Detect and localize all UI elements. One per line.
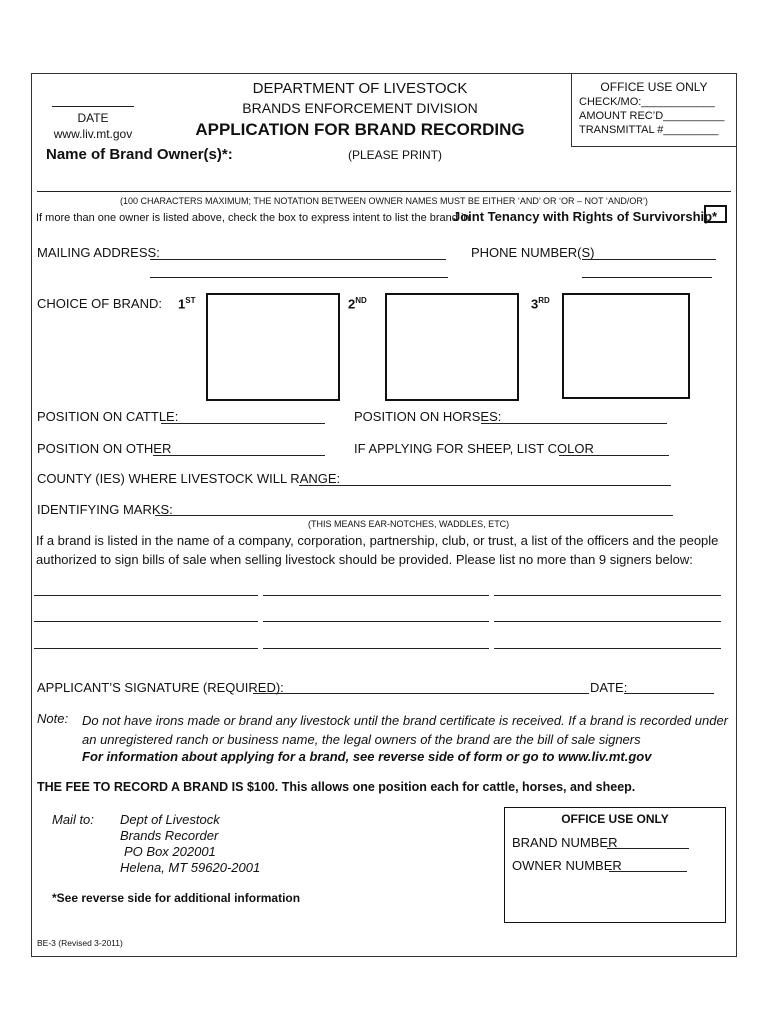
brand-number-label: BRAND NUMBER [512, 835, 618, 850]
mail-address-line-2: Brands Recorder [120, 828, 219, 843]
position-other-label: POSITION ON OTHER [37, 441, 172, 456]
mailing-address-label: MAILING ADDRESS: [37, 245, 160, 260]
division-title: BRANDS ENFORCEMENT DIVISION [242, 100, 478, 116]
phone-number-line-1[interactable] [582, 259, 716, 260]
mail-address-line-3: PO Box 202001 [124, 844, 216, 859]
position-other-line[interactable] [153, 455, 325, 456]
sheep-color-line[interactable] [559, 455, 669, 456]
signer-line-6[interactable] [494, 621, 721, 622]
phone-number-line-2[interactable] [582, 277, 712, 278]
signer-line-3[interactable] [494, 595, 721, 596]
mailing-address-line-2[interactable] [150, 277, 448, 278]
please-print-label: (PLEASE PRINT) [348, 148, 443, 162]
office-use-title: OFFICE USE ONLY [600, 80, 708, 94]
brand-choice-1-box[interactable] [206, 293, 340, 401]
form-revision-id: BE-3 (Revised 3-2011) [37, 938, 123, 948]
applicant-signature-label: APPLICANT’S SIGNATURE (REQUIRED): [37, 680, 284, 695]
form-title: APPLICATION FOR BRAND RECORDING [195, 120, 525, 139]
brand-choice-3-box[interactable] [562, 293, 690, 399]
county-line[interactable] [299, 485, 671, 486]
office-use-box-title: OFFICE USE ONLY [561, 812, 669, 826]
brand-choice-3-label: 3RD [531, 296, 550, 312]
signer-line-8[interactable] [263, 648, 489, 649]
position-horses-line[interactable] [481, 423, 667, 424]
joint-tenancy-label: Joint Tenancy with Rights of Survivorship* [453, 209, 718, 224]
fee-statement: THE FEE TO RECORD A BRAND IS $100. This allows one position each for cattle, horses, and sheep. [37, 780, 636, 794]
mail-address-line-4: Helena, MT 59620-2001 [120, 860, 261, 875]
owner-number-line [609, 871, 687, 872]
owner-name-line[interactable] [37, 191, 731, 192]
joint-tenancy-prefix: If more than one owner is listed above, check the box to express intent to list the brand in [36, 212, 470, 224]
signature-date-label: DATE: [590, 680, 628, 695]
signer-line-1[interactable] [34, 595, 258, 596]
mailing-address-line-1[interactable] [150, 259, 446, 260]
company-paragraph: If a brand is listed in the name of a company, corporation, partnership, club, or trust, a list of the officers and the people authorized to sign bills of sale when selling livestock should be provided. Please list no more than 9 signers below: [36, 533, 719, 567]
position-cattle-label: POSITION ON CATTLE: [37, 409, 179, 424]
note-label: Note: [37, 711, 69, 726]
choice-of-brand-label: CHOICE OF BRAND: [37, 296, 162, 311]
mail-address-line-1: Dept of Livestock [120, 812, 220, 827]
signer-line-9[interactable] [494, 648, 721, 649]
date-field-line[interactable] [52, 106, 134, 107]
owner-name-label: Name of Brand Owner(s)*: [46, 146, 233, 163]
signer-line-5[interactable] [263, 621, 489, 622]
transmittal-field: TRANSMITTAL #_________ [579, 124, 719, 136]
amount-received-field: AMOUNT REC’D__________ [579, 110, 725, 122]
phone-numbers-label: PHONE NUMBER(S) [471, 245, 595, 260]
reverse-side-note: *See reverse side for additional information [52, 891, 301, 905]
signature-date-line[interactable] [624, 693, 714, 694]
sheep-color-label: IF APPLYING FOR SHEEP, LIST COLOR [354, 441, 594, 456]
signer-line-2[interactable] [263, 595, 489, 596]
note-text: Do not have irons made or brand any livestock until the brand certificate is received. If a brand is recorded under an unregistered ranch or business name, the legal owners of the brand are the bill of sale signers [82, 713, 729, 747]
brand-choice-2-box[interactable] [385, 293, 519, 401]
identifying-marks-line[interactable] [155, 515, 673, 516]
owner-name-note: (100 CHARACTERS MAXIMUM; THE NOTATION BETWEEN OWNER NAMES MUST BE EITHER ‘AND’ OR ‘OR – NOT ‘AND/OR’) [120, 196, 648, 206]
date-label: DATE [77, 111, 109, 125]
note-info: For information about applying for a brand, see reverse side of form or go to www.liv.mt.gov [82, 749, 652, 764]
signer-line-4[interactable] [34, 621, 258, 622]
brand-choice-2-label: 2ND [348, 296, 367, 312]
position-horses-label: POSITION ON HORSES: [354, 409, 502, 424]
identifying-marks-label: IDENTIFYING MARKS: [37, 502, 173, 517]
mail-to-label: Mail to: [52, 812, 94, 827]
identifying-marks-note: (THIS MEANS EAR-NOTCHES, WADDLES, ETC) [308, 519, 510, 529]
position-cattle-line[interactable] [161, 423, 325, 424]
signer-line-7[interactable] [34, 648, 258, 649]
owner-number-label: OWNER NUMBER [512, 858, 622, 873]
department-title: DEPARTMENT OF LIVESTOCK [252, 80, 468, 97]
brand-number-line [607, 848, 689, 849]
joint-tenancy-checkbox[interactable] [704, 205, 727, 223]
county-label: COUNTY (IES) WHERE LIVESTOCK WILL RANGE: [37, 471, 341, 486]
website-text: www.liv.mt.gov [53, 127, 133, 141]
brand-choice-1-label: 1ST [178, 296, 196, 312]
check-mo-field: CHECK/MO:____________ [579, 96, 715, 108]
applicant-signature-line[interactable] [253, 693, 589, 694]
